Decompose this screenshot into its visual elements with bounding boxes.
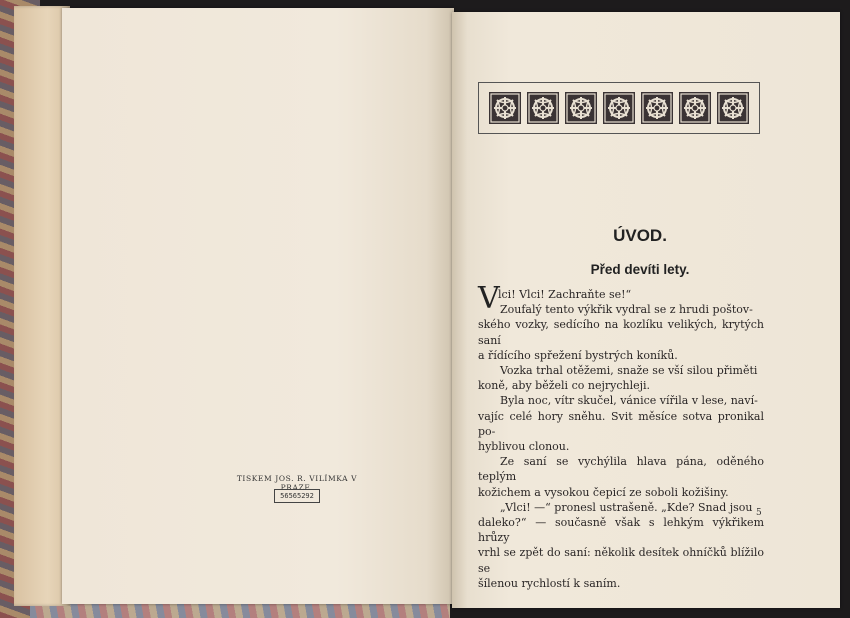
chapter-title: ÚVOD. — [613, 226, 667, 245]
printer-imprint: TISKEM JOS. R. VILÍMKA V PRAZE. — [236, 474, 358, 492]
celtic-knot-ornament-icon — [565, 92, 597, 124]
celtic-knot-ornament-icon — [717, 92, 749, 124]
text-line: vajíc celé hory sněhu. Svit měsíce sotva pronikal po- — [478, 409, 764, 438]
stamp-number: 56565292 — [274, 489, 320, 503]
text-line: ského vozky, sedícího na kozlíku velikých, krytých saní — [478, 318, 764, 347]
text-line: hyblivou clonou. — [478, 440, 570, 454]
body-text — [478, 287, 764, 591]
page-number: 5 — [756, 508, 762, 518]
text-line: Ze saní se vychýlila hlava pána, oděného teplým — [478, 455, 764, 484]
ornament-band — [478, 82, 760, 134]
text-line: vrhl se zpět do saní: několik desítek ohníčků blížilo se — [478, 546, 764, 575]
chapter-subtitle: Před devíti lety. — [590, 262, 690, 277]
celtic-knot-ornament-icon — [603, 92, 635, 124]
text-line: „Vlci! —“ pronesl ustrašeně. „Kde? Snad jsou — [500, 500, 753, 514]
celtic-knot-ornament-icon — [489, 92, 521, 124]
text-line: Zoufalý tento výkřik vydral se z hrudi poštov- — [500, 303, 753, 317]
celtic-knot-ornament-icon — [679, 92, 711, 124]
text-line: a řídícího spřežení bystrých koníků. — [478, 348, 678, 362]
text-line: koně, aby běželi co nejrychleji. — [478, 379, 651, 393]
text-line: šílenou rychlostí k saním. — [478, 576, 621, 590]
text-line: daleko?“ — současně však s lehkým výkřikem hrůzy — [478, 516, 764, 545]
left-page — [62, 8, 454, 604]
text-line-opening: lci! Vlci! Zachraňte se!“ — [498, 288, 632, 301]
celtic-knot-ornament-icon — [527, 92, 559, 124]
text-line: Byla noc, vítr skučel, vánice vířila v lese, naví- — [500, 394, 758, 408]
celtic-knot-ornament-icon — [641, 92, 673, 124]
drop-cap: V — [478, 281, 500, 316]
text-line: Vozka trhal otěžemi, snaže se vší silou přiměti — [500, 364, 758, 378]
text-line: kožichem a vysokou čepicí ze soboli kožišiny. — [478, 485, 729, 499]
